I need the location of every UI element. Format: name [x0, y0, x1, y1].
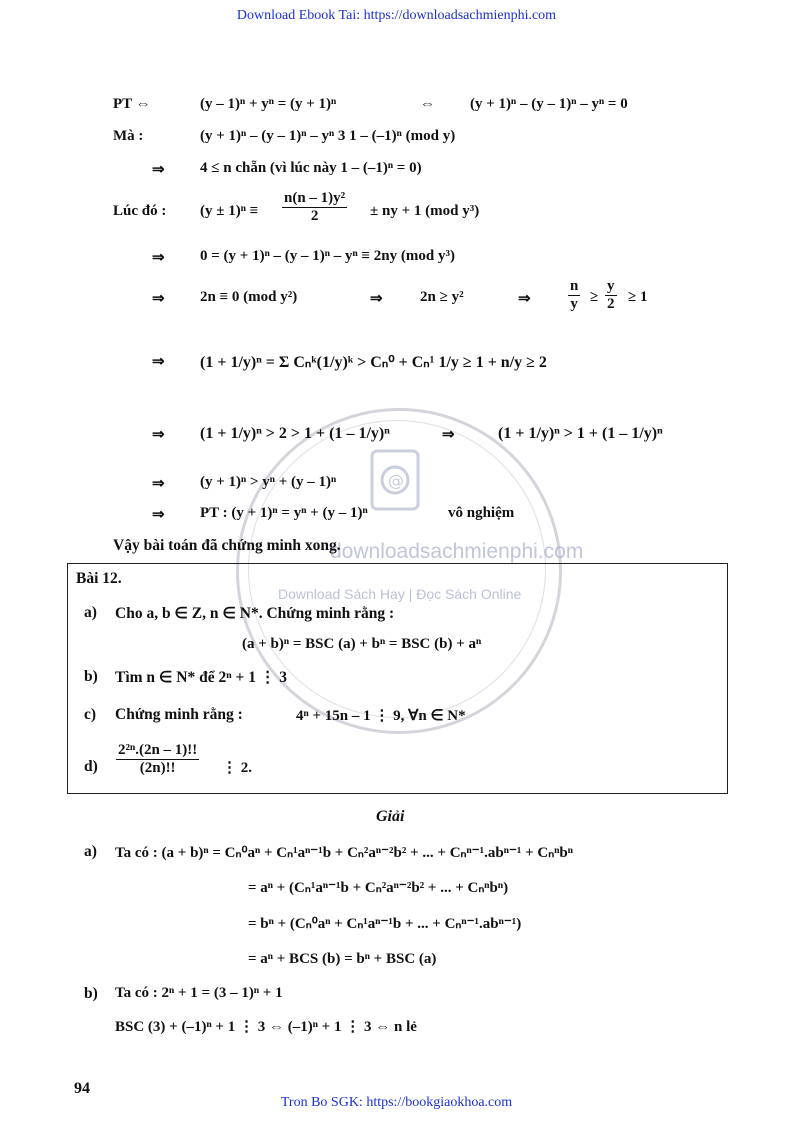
problem-c-formula: 4ⁿ + 15n – 1 ⋮ 9, ∀n ∈ N* — [296, 708, 466, 724]
line1-eq1: (y – 1)ⁿ + yⁿ = (y + 1)ⁿ — [200, 96, 337, 112]
line6-frac2-num: y — [607, 278, 615, 294]
line2-eq: (y + 1)ⁿ – (y – 1)ⁿ – yⁿ 3 1 – (–1)ⁿ (mod y) — [200, 128, 456, 144]
problem-b-label: b) — [84, 668, 98, 685]
line3-arrow: ⇒ — [152, 162, 165, 178]
problem-c-text: Chứng minh rằng : — [115, 706, 243, 723]
footer-link[interactable]: Tron Bo SGK: https://bookgiaokhoa.com — [280, 1095, 513, 1110]
line6-arrow3: ⇒ — [518, 291, 531, 307]
line4-frac-den: 2 — [310, 208, 319, 224]
line3-text: 4 ≤ n chẵn (vì lúc này 1 – (–1)ⁿ = 0) — [200, 160, 422, 176]
watermark-logo-icon — [362, 445, 432, 515]
line6-eq1: 2n ≡ 0 (mod y²) — [200, 289, 298, 305]
solution-a-label: a) — [84, 843, 97, 860]
page-number: 94 — [74, 1080, 90, 1097]
problem-a-text: Cho a, b ∈ Z, n ∈ N*. Chứng minh rằng : — [115, 605, 395, 622]
line7-eq: (1 + 1/y)ⁿ = Σ Cₙᵏ(1/y)ᵏ > Cₙ⁰ + Cₙ¹ 1/y ≥ 1 + n/y ≥ 2 — [200, 354, 547, 371]
header-link[interactable]: Download Ebook Tai: https://downloadsachmienphi.com — [236, 8, 557, 23]
line8-arrow1: ⇒ — [152, 427, 165, 443]
solution-a-line1: Ta có : (a + b)ⁿ = Cₙ⁰aⁿ + Cₙ¹aⁿ⁻¹b + Cₙ²aⁿ⁻²b² + ... + Cₙⁿ⁻¹.abⁿ⁻¹ + Cₙⁿbⁿ — [115, 845, 573, 861]
line6-frac2 — [605, 278, 617, 313]
line4-label: Lúc đó : — [113, 203, 167, 219]
problem-title: Bài 12. — [76, 570, 122, 587]
line1-eq2: (y + 1)ⁿ – (y – 1)ⁿ – yⁿ = 0 — [470, 96, 628, 112]
line4-lhs: (y ± 1)ⁿ ≡ — [200, 203, 259, 219]
problem-d-fraction — [116, 742, 199, 777]
line6-arrow2: ⇒ — [370, 291, 383, 307]
line10-arrow: ⇒ — [152, 507, 165, 523]
line6-frac2-den: 2 — [607, 296, 615, 312]
solution-b-line1: Ta có : 2ⁿ + 1 = (3 – 1)ⁿ + 1 — [115, 985, 283, 1001]
solution-b-label: b) — [84, 985, 98, 1002]
problem-b-text: Tìm n ∈ N* để 2ⁿ + 1 ⋮ 3 — [115, 669, 287, 686]
line6-geq2: ≥ 1 — [628, 289, 648, 305]
line2-label: Mà : — [113, 128, 144, 144]
line1-label: PT ⇔ — [113, 96, 151, 112]
problem-d-num: 2²ⁿ.(2n – 1)!! — [118, 742, 198, 758]
line9-eq: (y + 1)ⁿ > yⁿ + (y – 1)ⁿ — [200, 474, 337, 490]
line10-conclusion: vô nghiệm — [448, 505, 515, 521]
watermark-text: downloadsachmienphi.com — [330, 540, 584, 563]
line4-rhs: ± ny + 1 (mod y³) — [370, 203, 480, 219]
proof-conclusion: Vậy bài toán đã chứng minh xong. — [113, 537, 341, 554]
line7-arrow: ⇒ — [152, 354, 165, 370]
line8-arrow2: ⇒ — [442, 427, 455, 443]
solution-title: Giải — [376, 808, 405, 825]
solution-a-line3: = bⁿ + (Cₙ⁰aⁿ + Cₙ¹aⁿ⁻¹b + ... + Cₙⁿ⁻¹.abⁿ⁻¹) — [248, 916, 522, 932]
line5-arrow: ⇒ — [152, 250, 165, 266]
problem-d-label: d) — [84, 758, 98, 775]
problem-d-den: (2n)!! — [139, 760, 176, 776]
line6-frac1-den: y — [570, 296, 578, 312]
svg-text:@: @ — [388, 471, 404, 490]
watermark-subtext: Download Sách Hay | Đọc Sách Online — [278, 586, 522, 602]
solution-a-line4: = aⁿ + BCS (b) = bⁿ + BSC (a) — [248, 951, 437, 967]
line8-eq2: (1 + 1/y)ⁿ > 1 + (1 – 1/y)ⁿ — [498, 425, 663, 442]
line6-arrow1: ⇒ — [152, 291, 165, 307]
line6-frac1 — [568, 278, 580, 313]
problem-a-label: a) — [84, 604, 97, 621]
solution-a-line2: = aⁿ + (Cₙ¹aⁿ⁻¹b + Cₙ²aⁿ⁻²b² + ... + Cₙⁿbⁿ) — [248, 880, 509, 896]
line1-iff: ⇔ — [420, 96, 435, 112]
line8-eq1: (1 + 1/y)ⁿ > 2 > 1 + (1 – 1/y)ⁿ — [200, 425, 390, 442]
line4-fraction — [282, 190, 347, 225]
line10-eq: PT : (y + 1)ⁿ = yⁿ + (y – 1)ⁿ — [200, 505, 368, 521]
problem-a-formula: (a + b)ⁿ = BSC (a) + bⁿ = BSC (b) + aⁿ — [242, 636, 482, 652]
line6-frac1-num: n — [570, 278, 579, 294]
line9-arrow: ⇒ — [152, 476, 165, 492]
problem-d-tail: ⋮ 2. — [222, 760, 252, 776]
line5-eq: 0 = (y + 1)ⁿ – (y – 1)ⁿ – yⁿ ≡ 2ny (mod y³) — [200, 248, 455, 264]
line4-frac-num: n(n – 1)y² — [284, 190, 346, 206]
problem-c-label: c) — [84, 706, 97, 723]
line6-eq2: 2n ≥ y² — [420, 289, 464, 305]
solution-b-line2: BSC (3) + (–1)ⁿ + 1 ⋮ 3 ⇔ (–1)ⁿ + 1 ⋮ 3 ⇔ n lẻ — [115, 1019, 417, 1035]
line6-geq1: ≥ — [590, 289, 599, 305]
